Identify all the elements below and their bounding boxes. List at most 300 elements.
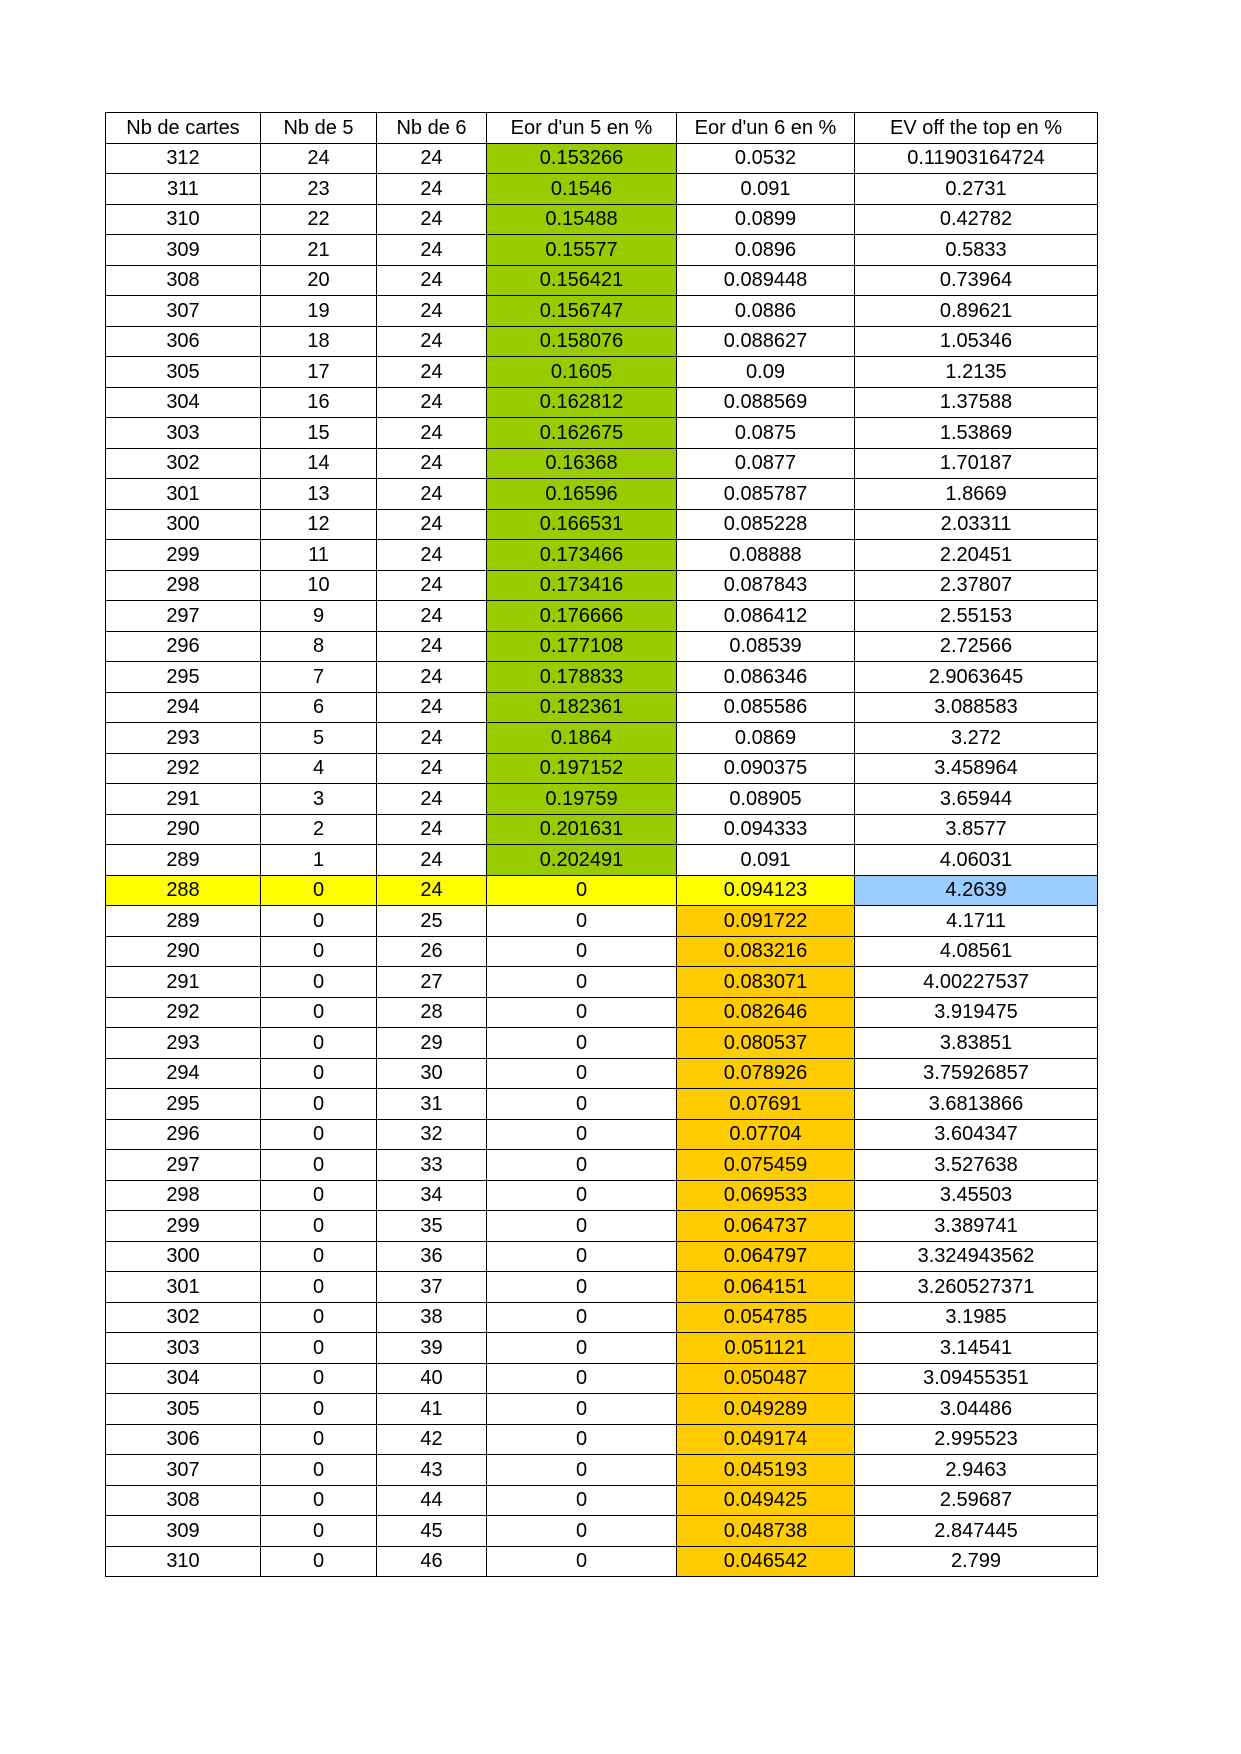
cell-eor-5: 0 [487, 1241, 677, 1272]
cell-ev-off-top: 4.06031 [855, 845, 1098, 876]
table-row [106, 753, 1098, 784]
cell-nb-cartes: 291 [106, 784, 261, 815]
cell-nb-cartes: 301 [106, 479, 261, 510]
cell-nb-de-6: 35 [377, 1211, 487, 1242]
table-body [106, 143, 1098, 1577]
cell-eor-6: 0.075459 [677, 1150, 855, 1181]
cell-eor-6: 0.049289 [677, 1394, 855, 1425]
cell-ev-off-top: 1.70187 [855, 448, 1098, 479]
cell-nb-de-6: 24 [377, 875, 487, 906]
cell-eor-5: 0.156747 [487, 296, 677, 327]
cell-nb-de-5: 0 [261, 1302, 377, 1333]
cell-eor-5: 0 [487, 1058, 677, 1089]
cell-ev-off-top: 2.03311 [855, 509, 1098, 540]
cell-eor-6: 0.094123 [677, 875, 855, 906]
cell-nb-cartes: 307 [106, 296, 261, 327]
cell-eor-5: 0 [487, 1272, 677, 1303]
cell-eor-5: 0 [487, 1485, 677, 1516]
cell-nb-cartes: 304 [106, 1363, 261, 1394]
cell-eor-6: 0.064151 [677, 1272, 855, 1303]
cell-nb-de-6: 24 [377, 296, 487, 327]
cell-eor-5: 0.1546 [487, 174, 677, 205]
cell-nb-cartes: 309 [106, 1516, 261, 1547]
cell-nb-de-5: 11 [261, 540, 377, 571]
cell-ev-off-top: 2.995523 [855, 1424, 1098, 1455]
table-row [106, 1455, 1098, 1486]
cell-nb-de-6: 32 [377, 1119, 487, 1150]
cell-nb-de-5: 10 [261, 570, 377, 601]
cell-nb-de-6: 44 [377, 1485, 487, 1516]
cell-nb-cartes: 303 [106, 418, 261, 449]
cell-eor-5: 0 [487, 1119, 677, 1150]
cell-nb-de-6: 24 [377, 753, 487, 784]
cell-ev-off-top: 3.83851 [855, 1028, 1098, 1059]
cell-nb-de-6: 24 [377, 174, 487, 205]
table-row [106, 906, 1098, 937]
cell-eor-6: 0.089448 [677, 265, 855, 296]
cell-eor-5: 0 [487, 1424, 677, 1455]
cell-nb-de-6: 24 [377, 601, 487, 632]
cell-nb-cartes: 290 [106, 936, 261, 967]
cell-eor-5: 0.158076 [487, 326, 677, 357]
cell-eor-5: 0.15488 [487, 204, 677, 235]
cell-eor-5: 0.202491 [487, 845, 677, 876]
cell-nb-de-6: 46 [377, 1546, 487, 1577]
cell-eor-6: 0.064737 [677, 1211, 855, 1242]
cell-eor-6: 0.088627 [677, 326, 855, 357]
table-row [106, 1302, 1098, 1333]
cell-nb-cartes: 289 [106, 906, 261, 937]
cell-ev-off-top: 0.11903164724 [855, 143, 1098, 174]
cell-nb-de-5: 12 [261, 509, 377, 540]
cell-nb-cartes: 302 [106, 448, 261, 479]
cell-nb-de-5: 19 [261, 296, 377, 327]
cell-nb-cartes: 309 [106, 235, 261, 266]
cell-eor-6: 0.078926 [677, 1058, 855, 1089]
cell-ev-off-top: 2.799 [855, 1546, 1098, 1577]
cell-nb-de-5: 0 [261, 1333, 377, 1364]
cell-nb-de-5: 0 [261, 906, 377, 937]
cell-ev-off-top: 3.389741 [855, 1211, 1098, 1242]
cell-ev-off-top: 4.00227537 [855, 967, 1098, 998]
cell-eor-5: 0.166531 [487, 509, 677, 540]
cell-eor-5: 0.178833 [487, 662, 677, 693]
header-eor-6: Eor d'un 6 en % [677, 113, 855, 144]
cell-ev-off-top: 3.088583 [855, 692, 1098, 723]
table-row [106, 174, 1098, 205]
table-row [106, 1485, 1098, 1516]
cell-eor-6: 0.048738 [677, 1516, 855, 1547]
cell-eor-6: 0.085228 [677, 509, 855, 540]
cell-ev-off-top: 2.59687 [855, 1485, 1098, 1516]
cell-eor-5: 0 [487, 875, 677, 906]
cell-nb-de-5: 0 [261, 1211, 377, 1242]
cell-nb-de-5: 3 [261, 784, 377, 815]
cell-eor-5: 0.173416 [487, 570, 677, 601]
cell-eor-5: 0 [487, 967, 677, 998]
cell-nb-de-6: 24 [377, 509, 487, 540]
table-row [106, 326, 1098, 357]
cell-nb-de-6: 42 [377, 1424, 487, 1455]
cell-nb-de-6: 24 [377, 265, 487, 296]
cell-nb-de-6: 24 [377, 235, 487, 266]
cell-eor-5: 0 [487, 1516, 677, 1547]
cell-eor-5: 0.156421 [487, 265, 677, 296]
cell-nb-cartes: 296 [106, 631, 261, 662]
cell-ev-off-top: 1.37588 [855, 387, 1098, 418]
cell-eor-5: 0.162812 [487, 387, 677, 418]
table-row [106, 540, 1098, 571]
cell-eor-6: 0.051121 [677, 1333, 855, 1364]
cell-ev-off-top: 3.604347 [855, 1119, 1098, 1150]
cell-ev-off-top: 2.20451 [855, 540, 1098, 571]
cell-eor-6: 0.087843 [677, 570, 855, 601]
header-ev-off-top: EV off the top en % [855, 113, 1098, 144]
cell-nb-de-5: 0 [261, 1394, 377, 1425]
cell-nb-de-5: 5 [261, 723, 377, 754]
cell-eor-6: 0.08539 [677, 631, 855, 662]
cell-nb-de-6: 24 [377, 357, 487, 388]
cell-nb-de-6: 24 [377, 204, 487, 235]
cell-nb-de-5: 15 [261, 418, 377, 449]
table-row [106, 875, 1098, 906]
cell-nb-de-6: 34 [377, 1180, 487, 1211]
cell-nb-cartes: 308 [106, 265, 261, 296]
header-eor-5: Eor d'un 5 en % [487, 113, 677, 144]
header-nb-de-5: Nb de 5 [261, 113, 377, 144]
cell-nb-cartes: 311 [106, 174, 261, 205]
cell-eor-6: 0.088569 [677, 387, 855, 418]
cell-eor-6: 0.0875 [677, 418, 855, 449]
cell-ev-off-top: 0.73964 [855, 265, 1098, 296]
cell-nb-de-6: 24 [377, 387, 487, 418]
cell-eor-6: 0.08905 [677, 784, 855, 815]
table-row [106, 1424, 1098, 1455]
cell-nb-cartes: 298 [106, 570, 261, 601]
cell-eor-6: 0.090375 [677, 753, 855, 784]
cell-nb-de-5: 0 [261, 1150, 377, 1181]
cell-nb-cartes: 310 [106, 204, 261, 235]
cell-nb-de-5: 0 [261, 1546, 377, 1577]
header-nb-cartes: Nb de cartes [106, 113, 261, 144]
cell-eor-5: 0.16368 [487, 448, 677, 479]
table-row [106, 1119, 1098, 1150]
cell-nb-de-6: 38 [377, 1302, 487, 1333]
cell-eor-6: 0.086346 [677, 662, 855, 693]
cell-eor-6: 0.0899 [677, 204, 855, 235]
cell-nb-de-5: 0 [261, 875, 377, 906]
cell-eor-6: 0.069533 [677, 1180, 855, 1211]
cell-ev-off-top: 4.1711 [855, 906, 1098, 937]
cell-eor-6: 0.083216 [677, 936, 855, 967]
cell-nb-cartes: 292 [106, 997, 261, 1028]
cell-nb-cartes: 303 [106, 1333, 261, 1364]
table-row [106, 1089, 1098, 1120]
cell-nb-cartes: 294 [106, 692, 261, 723]
table-row [106, 1211, 1098, 1242]
cell-nb-de-5: 8 [261, 631, 377, 662]
table-row [106, 479, 1098, 510]
cell-nb-de-6: 24 [377, 814, 487, 845]
cell-ev-off-top: 3.919475 [855, 997, 1098, 1028]
cell-nb-cartes: 295 [106, 662, 261, 693]
table-row [106, 814, 1098, 845]
cell-eor-6: 0.0869 [677, 723, 855, 754]
cell-ev-off-top: 0.42782 [855, 204, 1098, 235]
cell-eor-6: 0.085787 [677, 479, 855, 510]
cell-eor-5: 0 [487, 1089, 677, 1120]
cell-ev-off-top: 1.2135 [855, 357, 1098, 388]
cell-nb-de-6: 24 [377, 662, 487, 693]
cell-eor-6: 0.054785 [677, 1302, 855, 1333]
cell-eor-6: 0.064797 [677, 1241, 855, 1272]
cell-nb-de-5: 0 [261, 1119, 377, 1150]
cell-nb-de-5: 22 [261, 204, 377, 235]
cell-ev-off-top: 4.2639 [855, 875, 1098, 906]
cell-ev-off-top: 0.5833 [855, 235, 1098, 266]
cell-ev-off-top: 3.6813866 [855, 1089, 1098, 1120]
cell-nb-de-5: 2 [261, 814, 377, 845]
cell-eor-6: 0.091722 [677, 906, 855, 937]
table-row [106, 662, 1098, 693]
cell-eor-6: 0.080537 [677, 1028, 855, 1059]
cell-ev-off-top: 3.458964 [855, 753, 1098, 784]
cell-nb-cartes: 302 [106, 1302, 261, 1333]
cell-nb-cartes: 300 [106, 509, 261, 540]
cell-eor-5: 0 [487, 1333, 677, 1364]
cell-eor-5: 0 [487, 1363, 677, 1394]
cell-nb-de-6: 24 [377, 692, 487, 723]
cell-ev-off-top: 3.45503 [855, 1180, 1098, 1211]
cell-eor-6: 0.085586 [677, 692, 855, 723]
cell-nb-cartes: 293 [106, 1028, 261, 1059]
cell-ev-off-top: 3.272 [855, 723, 1098, 754]
table-row [106, 1516, 1098, 1547]
cell-eor-6: 0.050487 [677, 1363, 855, 1394]
cell-eor-6: 0.09 [677, 357, 855, 388]
cell-ev-off-top: 3.8577 [855, 814, 1098, 845]
cell-nb-cartes: 304 [106, 387, 261, 418]
cell-nb-de-5: 13 [261, 479, 377, 510]
cell-ev-off-top: 2.9063645 [855, 662, 1098, 693]
cell-nb-de-5: 9 [261, 601, 377, 632]
cell-eor-6: 0.046542 [677, 1546, 855, 1577]
cell-nb-de-6: 27 [377, 967, 487, 998]
cell-nb-de-6: 24 [377, 479, 487, 510]
cell-ev-off-top: 3.75926857 [855, 1058, 1098, 1089]
cell-ev-off-top: 3.527638 [855, 1150, 1098, 1181]
cell-ev-off-top: 3.09455351 [855, 1363, 1098, 1394]
cell-eor-5: 0 [487, 906, 677, 937]
cell-nb-cartes: 306 [106, 326, 261, 357]
cell-nb-cartes: 301 [106, 1272, 261, 1303]
cell-eor-6: 0.0896 [677, 235, 855, 266]
cell-eor-5: 0.197152 [487, 753, 677, 784]
cell-nb-de-5: 23 [261, 174, 377, 205]
cell-ev-off-top: 2.9463 [855, 1455, 1098, 1486]
cell-nb-de-6: 25 [377, 906, 487, 937]
cell-eor-5: 0.173466 [487, 540, 677, 571]
cell-eor-5: 0 [487, 1211, 677, 1242]
table-row [106, 631, 1098, 662]
cell-eor-5: 0 [487, 936, 677, 967]
cell-nb-cartes: 300 [106, 1241, 261, 1272]
table-row [106, 387, 1098, 418]
table-row [106, 357, 1098, 388]
cell-nb-de-6: 24 [377, 448, 487, 479]
table-row [106, 1150, 1098, 1181]
cell-nb-cartes: 308 [106, 1485, 261, 1516]
cell-nb-de-5: 0 [261, 1272, 377, 1303]
cell-nb-de-5: 0 [261, 1241, 377, 1272]
cell-nb-de-6: 36 [377, 1241, 487, 1272]
cell-nb-cartes: 310 [106, 1546, 261, 1577]
cell-nb-de-6: 24 [377, 845, 487, 876]
cell-eor-5: 0.177108 [487, 631, 677, 662]
cell-nb-cartes: 288 [106, 875, 261, 906]
cell-ev-off-top: 1.05346 [855, 326, 1098, 357]
cell-eor-5: 0.201631 [487, 814, 677, 845]
cell-nb-de-6: 26 [377, 936, 487, 967]
cell-eor-6: 0.0532 [677, 143, 855, 174]
cell-eor-6: 0.07704 [677, 1119, 855, 1150]
cell-eor-5: 0 [487, 1455, 677, 1486]
cell-eor-6: 0.07691 [677, 1089, 855, 1120]
table-row [106, 418, 1098, 449]
table-row [106, 448, 1098, 479]
cell-nb-cartes: 294 [106, 1058, 261, 1089]
table-row [106, 1363, 1098, 1394]
cell-eor-6: 0.082646 [677, 997, 855, 1028]
table-row [106, 235, 1098, 266]
cell-ev-off-top: 0.2731 [855, 174, 1098, 205]
cell-nb-de-5: 17 [261, 357, 377, 388]
cell-nb-cartes: 297 [106, 1150, 261, 1181]
cell-eor-5: 0.16596 [487, 479, 677, 510]
cell-eor-5: 0.1605 [487, 357, 677, 388]
cell-eor-6: 0.049174 [677, 1424, 855, 1455]
cell-eor-6: 0.091 [677, 845, 855, 876]
cell-eor-5: 0 [487, 1394, 677, 1425]
cell-ev-off-top: 3.1985 [855, 1302, 1098, 1333]
cell-nb-de-5: 24 [261, 143, 377, 174]
cell-nb-cartes: 312 [106, 143, 261, 174]
table-row [106, 1333, 1098, 1364]
table-row [106, 1394, 1098, 1425]
cell-nb-de-5: 14 [261, 448, 377, 479]
cell-ev-off-top: 2.55153 [855, 601, 1098, 632]
cell-eor-6: 0.049425 [677, 1485, 855, 1516]
cell-eor-5: 0 [487, 1028, 677, 1059]
table-row [106, 265, 1098, 296]
cell-ev-off-top: 2.37807 [855, 570, 1098, 601]
table-row [106, 509, 1098, 540]
cell-nb-de-6: 41 [377, 1394, 487, 1425]
table-row [106, 204, 1098, 235]
cell-nb-cartes: 293 [106, 723, 261, 754]
cell-eor-6: 0.094333 [677, 814, 855, 845]
cell-ev-off-top: 3.14541 [855, 1333, 1098, 1364]
table-row [106, 723, 1098, 754]
cell-nb-de-5: 18 [261, 326, 377, 357]
cell-nb-de-6: 28 [377, 997, 487, 1028]
cell-nb-cartes: 299 [106, 540, 261, 571]
cell-nb-de-6: 40 [377, 1363, 487, 1394]
table-row [106, 967, 1098, 998]
cell-eor-5: 0.182361 [487, 692, 677, 723]
cell-eor-5: 0 [487, 1546, 677, 1577]
cell-ev-off-top: 3.260527371 [855, 1272, 1098, 1303]
cell-nb-cartes: 297 [106, 601, 261, 632]
table-row [106, 601, 1098, 632]
cell-nb-cartes: 290 [106, 814, 261, 845]
cell-nb-de-6: 39 [377, 1333, 487, 1364]
cell-eor-5: 0 [487, 1180, 677, 1211]
cell-nb-de-5: 0 [261, 1058, 377, 1089]
cell-ev-off-top: 1.53869 [855, 418, 1098, 449]
cell-nb-de-5: 0 [261, 1485, 377, 1516]
cell-ev-off-top: 3.324943562 [855, 1241, 1098, 1272]
cell-nb-de-6: 30 [377, 1058, 487, 1089]
table-row [106, 570, 1098, 601]
table-row [106, 1546, 1098, 1577]
cell-ev-off-top: 2.72566 [855, 631, 1098, 662]
cell-nb-de-5: 0 [261, 1180, 377, 1211]
cell-nb-de-6: 45 [377, 1516, 487, 1547]
cell-eor-5: 0.153266 [487, 143, 677, 174]
data-table [105, 112, 1098, 1577]
cell-ev-off-top: 4.08561 [855, 936, 1098, 967]
table-row [106, 1028, 1098, 1059]
header-nb-de-6: Nb de 6 [377, 113, 487, 144]
cell-nb-de-5: 21 [261, 235, 377, 266]
cell-nb-de-5: 4 [261, 753, 377, 784]
cell-eor-6: 0.08888 [677, 540, 855, 571]
cell-ev-off-top: 1.8669 [855, 479, 1098, 510]
cell-nb-de-6: 29 [377, 1028, 487, 1059]
header-row [106, 113, 1098, 144]
cell-eor-5: 0.19759 [487, 784, 677, 815]
cell-ev-off-top: 3.04486 [855, 1394, 1098, 1425]
table-row [106, 1272, 1098, 1303]
table-row [106, 784, 1098, 815]
cell-nb-de-5: 0 [261, 1516, 377, 1547]
cell-eor-5: 0.1864 [487, 723, 677, 754]
cell-nb-de-6: 31 [377, 1089, 487, 1120]
cell-nb-cartes: 291 [106, 967, 261, 998]
cell-nb-de-6: 24 [377, 418, 487, 449]
cell-eor-6: 0.0886 [677, 296, 855, 327]
cell-nb-cartes: 306 [106, 1424, 261, 1455]
table-row [106, 1180, 1098, 1211]
cell-nb-cartes: 292 [106, 753, 261, 784]
cell-eor-5: 0.162675 [487, 418, 677, 449]
cell-nb-de-6: 24 [377, 723, 487, 754]
cell-eor-6: 0.091 [677, 174, 855, 205]
cell-nb-de-6: 43 [377, 1455, 487, 1486]
table-row [106, 997, 1098, 1028]
cell-nb-de-5: 7 [261, 662, 377, 693]
cell-eor-5: 0.15577 [487, 235, 677, 266]
cell-eor-5: 0.176666 [487, 601, 677, 632]
cell-nb-de-6: 24 [377, 326, 487, 357]
cell-nb-cartes: 299 [106, 1211, 261, 1242]
cell-nb-de-6: 24 [377, 570, 487, 601]
cell-nb-cartes: 289 [106, 845, 261, 876]
cell-nb-de-6: 24 [377, 540, 487, 571]
cell-nb-de-6: 24 [377, 784, 487, 815]
cell-eor-5: 0 [487, 997, 677, 1028]
